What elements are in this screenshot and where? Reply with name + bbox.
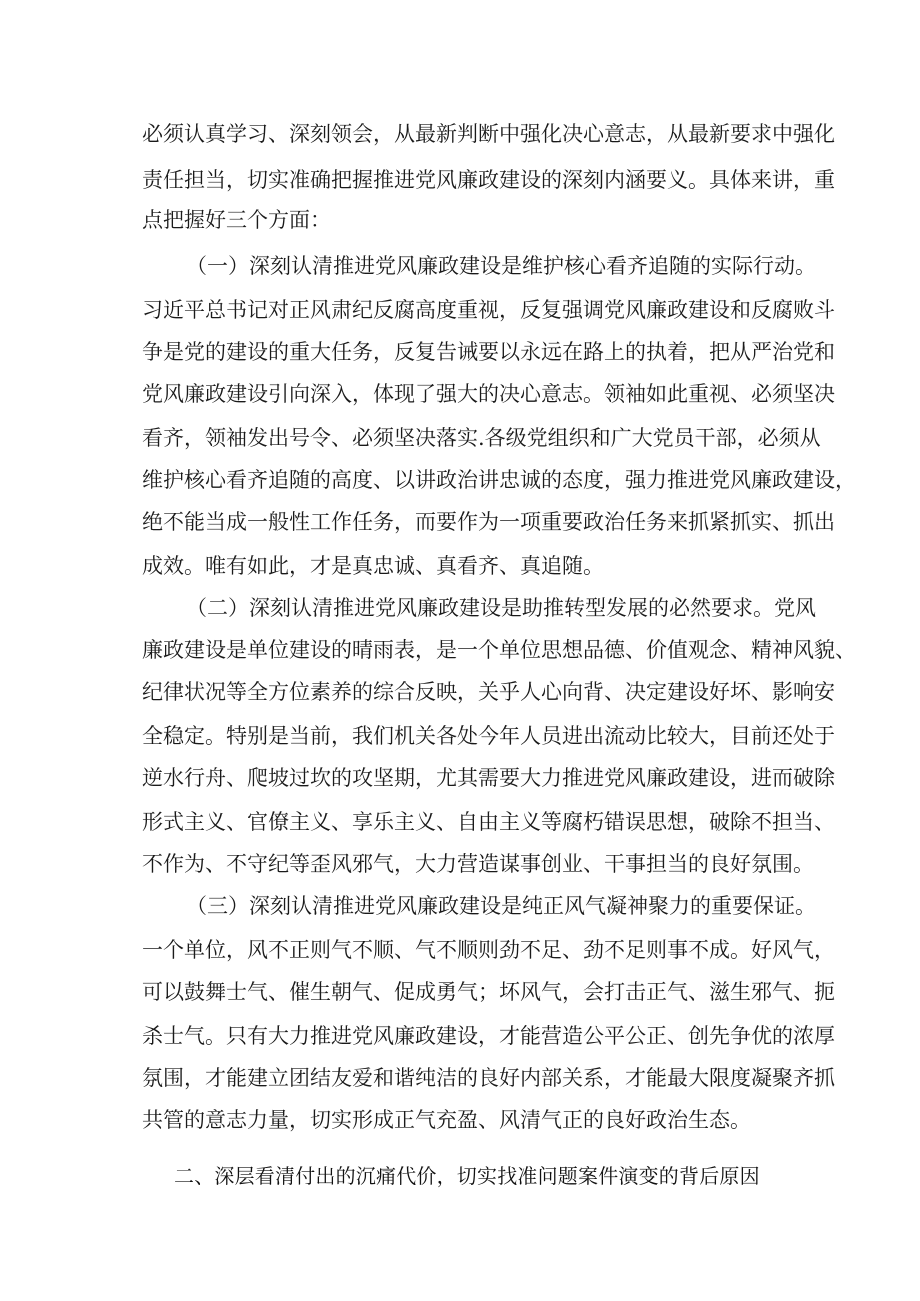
body-line: 点把握好三个方面： [142,208,331,232]
body-line: 习近平总书记对正风肃纪反腐高度重视，反复强调党风廉政建设和反腐败斗 [142,298,835,322]
body-line: 绝不能当成一般性工作任务，而要作为一项重要政治任务来抓紧抓实、抓出 [142,510,835,534]
body-line: 必须认真学习、深刻领会，从最新判断中强化决心意志，从最新要求中强化 [142,122,835,146]
subsection-line: （三）深刻认清推进党风廉政建设是纯正风气凝神聚力的重要保证。 [186,894,816,918]
body-line: 纪律状况等全方位素养的综合反映，关乎人心向背、决定建设好坏、影响安 [142,680,835,704]
body-line: 杀士气。只有大力推进党风廉政建设，才能营造公平公正、创先争优的浓厚 [142,1024,835,1048]
body-line: 一个单位，风不正则气不顺、气不顺则劲不足、劲不足则事不成。好风气， [142,938,835,962]
body-line: 维护核心看齐追随的高度、以讲政治讲忠诚的态度，强力推进党风廉政建设， [142,468,856,492]
body-line: 可以鼓舞士气、催生朝气、促成勇气；坏风气，会打击正气、滋生邪气、扼 [142,980,835,1004]
body-line: 党风廉政建设引向深入，体现了强大的决心意志。领袖如此重视、必须坚决 [142,382,835,406]
body-line: 成效。唯有如此，才是真忠诚、真看齐、真追随。 [142,554,604,578]
body-line: 廉政建设是单位建设的晴雨表，是一个单位思想品德、价值观念、精神风貌、 [142,638,856,662]
section-heading: 二、深层看清付出的沉痛代价，切实找准问题案件演变的背后原因 [174,1164,760,1188]
body-line: 全稳定。特别是当前，我们机关各处今年人员进出流动比较大，目前还处于 [142,724,835,748]
body-line: 形式主义、官僚主义、享乐主义、自由主义等腐朽错误思想，破除不担当、 [142,810,835,834]
subsection-line: （二）深刻认清推进党风廉政建设是助推转型发展的必然要求。党风 [186,596,816,620]
body-line: 看齐，领袖发出号令、必须坚决落实.各级党组织和广大党员干部，必须从 [142,426,821,450]
subsection-line: （一）深刻认清推进党风廉政建设是维护核心看齐追随的实际行动。 [186,254,816,278]
body-line: 共管的意志力量，切实形成正气充盈、风清气正的良好政治生态。 [142,1108,751,1132]
body-line: 不作为、不守纪等歪风邪气，大力营造谋事创业、干事担当的良好氛围。 [142,852,814,876]
body-line: 逆水行舟、爬坡过坎的攻坚期，尤其需要大力推进党风廉政建设，进而破除 [142,766,835,790]
body-line: 争是党的建设的重大任务，反复告诫要以永远在路上的执着，把从严治党和 [142,340,835,364]
body-line: 氛围，才能建立团结友爱和谐纯洁的良好内部关系，才能最大限度凝聚齐抓 [142,1066,835,1090]
body-line: 责任担当，切实准确把握推进党风廉政建设的深刻内涵要义。具体来讲，重 [142,168,835,192]
